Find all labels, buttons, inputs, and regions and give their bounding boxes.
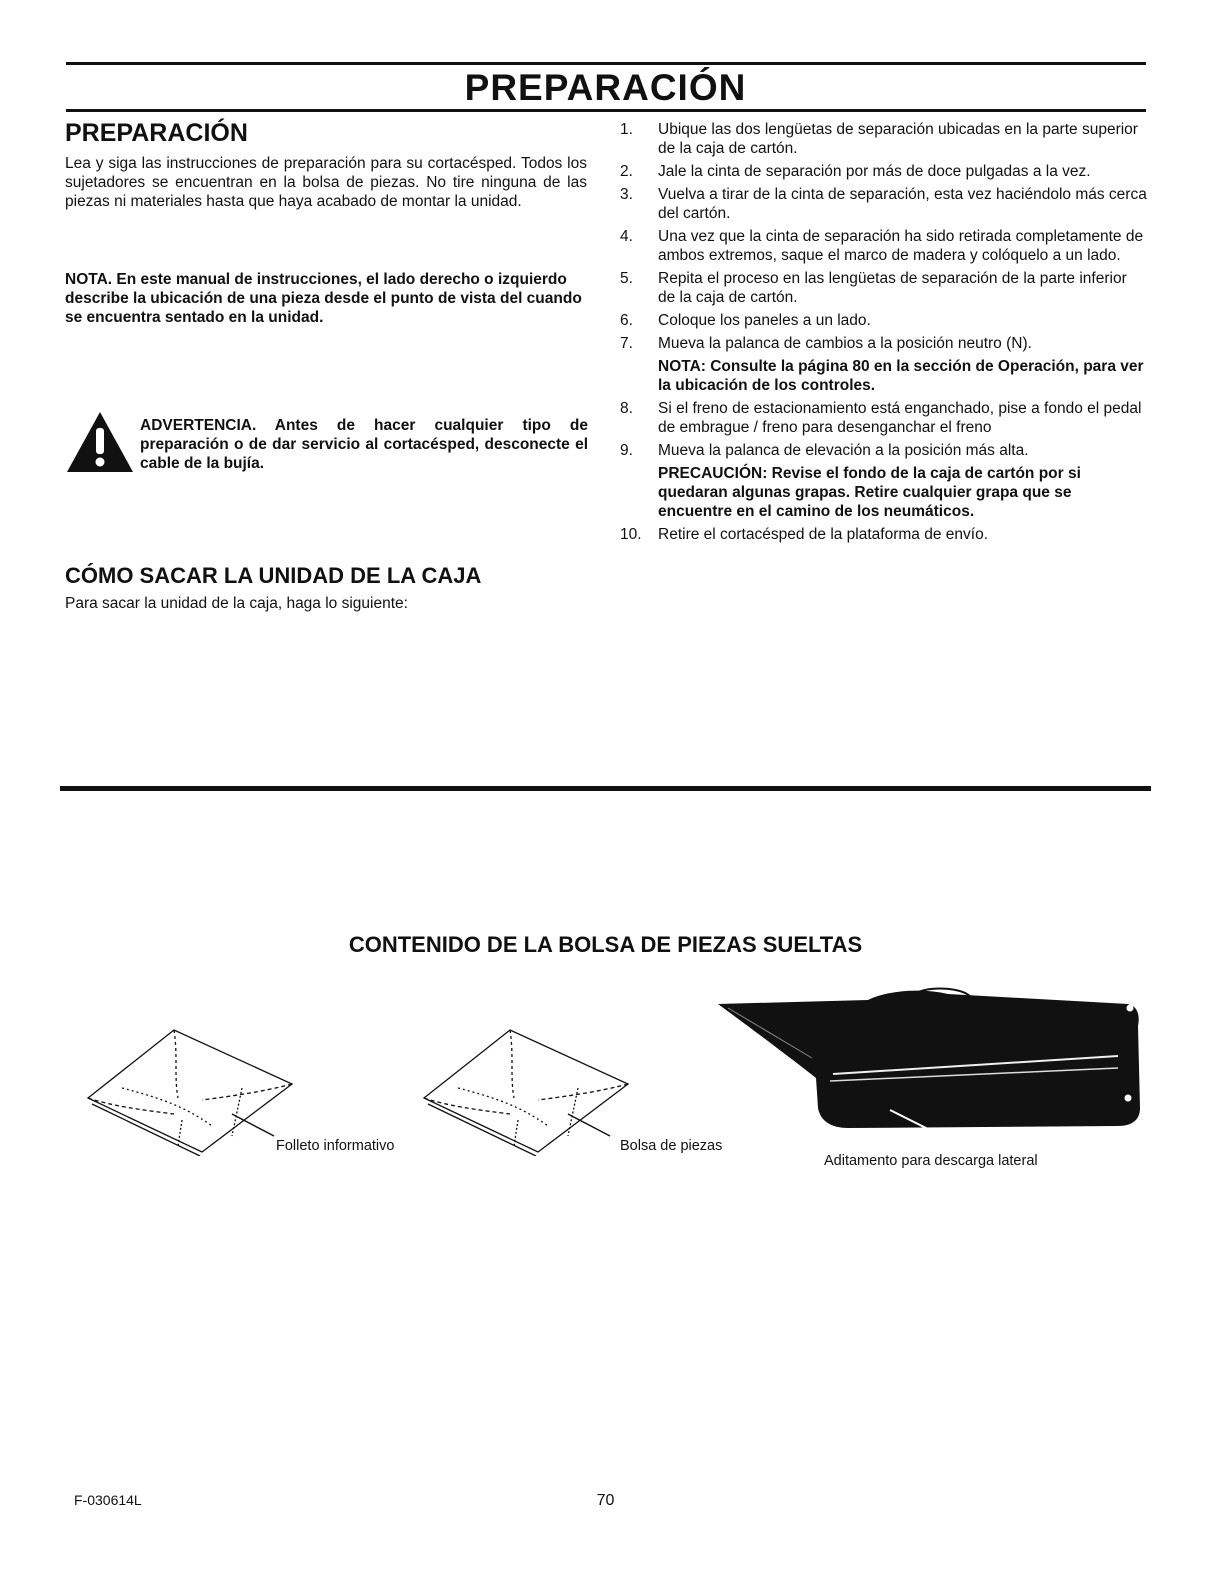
step-item: 6. Coloque los paneles a un lado. [620,312,871,329]
step-item: 10. Retire el cortacésped de la plataforma de envío. [620,526,988,543]
warning-block [65,410,590,490]
unbox-heading: CÓMO SACAR LA UNIDAD DE LA CAJA [65,563,482,588]
section-heading: PREPARACIÓN [65,119,248,147]
step-item: 1. Ubique las dos lengüetas de separación ubicadas en la parte superior de la caja de cartón. [620,121,1138,157]
discharge-chute-icon [708,986,1148,1136]
section-divider [60,786,1151,791]
step-item: 4. Una vez que la cinta de separación ha sido retirada completamente de ambos extremos, saque el marco de madera y colóquelo a un lado. [620,228,1144,264]
nota-paragraph: NOTA. En este manual de instrucciones, el lado derecho o izquierdo describe la ubicación de una pieza desde el punto de vista del cuando se encuentra sentado en la unidad. [65,271,582,326]
booklet-caption: Folleto informativo [276,1138,395,1154]
warning-text: ADVERTENCIA. Antes de hacer cualquier tipo de preparación o de dar servicio al cortacésped, desconecte el cable de la bujía. [140,417,588,472]
discharge-chute-caption: Aditamento para descarga lateral [824,1153,1038,1169]
step-item: 3. Vuelva a tirar de la cinta de separación, esta vez haciéndolo más cerca del cartón. [620,186,1147,222]
step-item: 9. Mueva la palanca de elevación a la posición más alta. PRECAUCIÓN: Revise el fondo de la caja de cartón por si quedaran algunas grapas. Retire cualquier grapa que se encuentre en el camino de los neumáticos. [620,441,1148,521]
step-item: 7. Mueva la palanca de cambios a la posición neutro (N). NOTA: Consulte la página 80 en la sección de Operación, para ver la ubicación de los controles. [620,334,1148,395]
title-rule [66,109,1146,112]
top-rule [66,62,1146,65]
intro-paragraph: Lea y siga las instrucciones de preparación para su cortacésped. Todos los sujetadores se encuentran en la bolsa de piezas. No tire ninguna de las piezas ni materiales hasta que haya acabado de montar la unidad. [65,155,587,210]
step-note: NOTA: Consulte la página 80 en la sección de Operación, para ver la ubicación de los controles. [658,358,1144,394]
warning-triangle-icon [65,410,135,474]
contents-heading: CONTENIDO DE LA BOLSA DE PIEZAS SUELTAS [348,932,863,957]
steps-list [620,120,1148,548]
parts-bag-icon [418,1026,648,1156]
step-item: 8. Si el freno de estacionamiento está enganchado, pise a fondo el pedal de embrague / freno para desenganchar el freno [620,400,1142,436]
document-code: F-030614L [74,1492,142,1508]
step-item: 5. Repita el proceso en las lengüetas de separación de la parte inferior de la caja de cartón. [620,270,1127,306]
parts-bag-caption: Bolsa de piezas [620,1138,723,1154]
page-number: 70 [596,1492,615,1509]
step-caution: PRECAUCIÓN: Revise el fondo de la caja de cartón por si quedaran algunas grapas. Retire cualquier grapa que se encuentre en el camino de los neumáticos. [658,465,1081,520]
step-item: 2. Jale la cinta de separación por más de doce pulgadas a la vez. [620,163,1091,180]
page-title: PREPARACIÓN [464,67,747,108]
unbox-intro: Para sacar la unidad de la caja, haga lo siguiente: [65,595,408,612]
